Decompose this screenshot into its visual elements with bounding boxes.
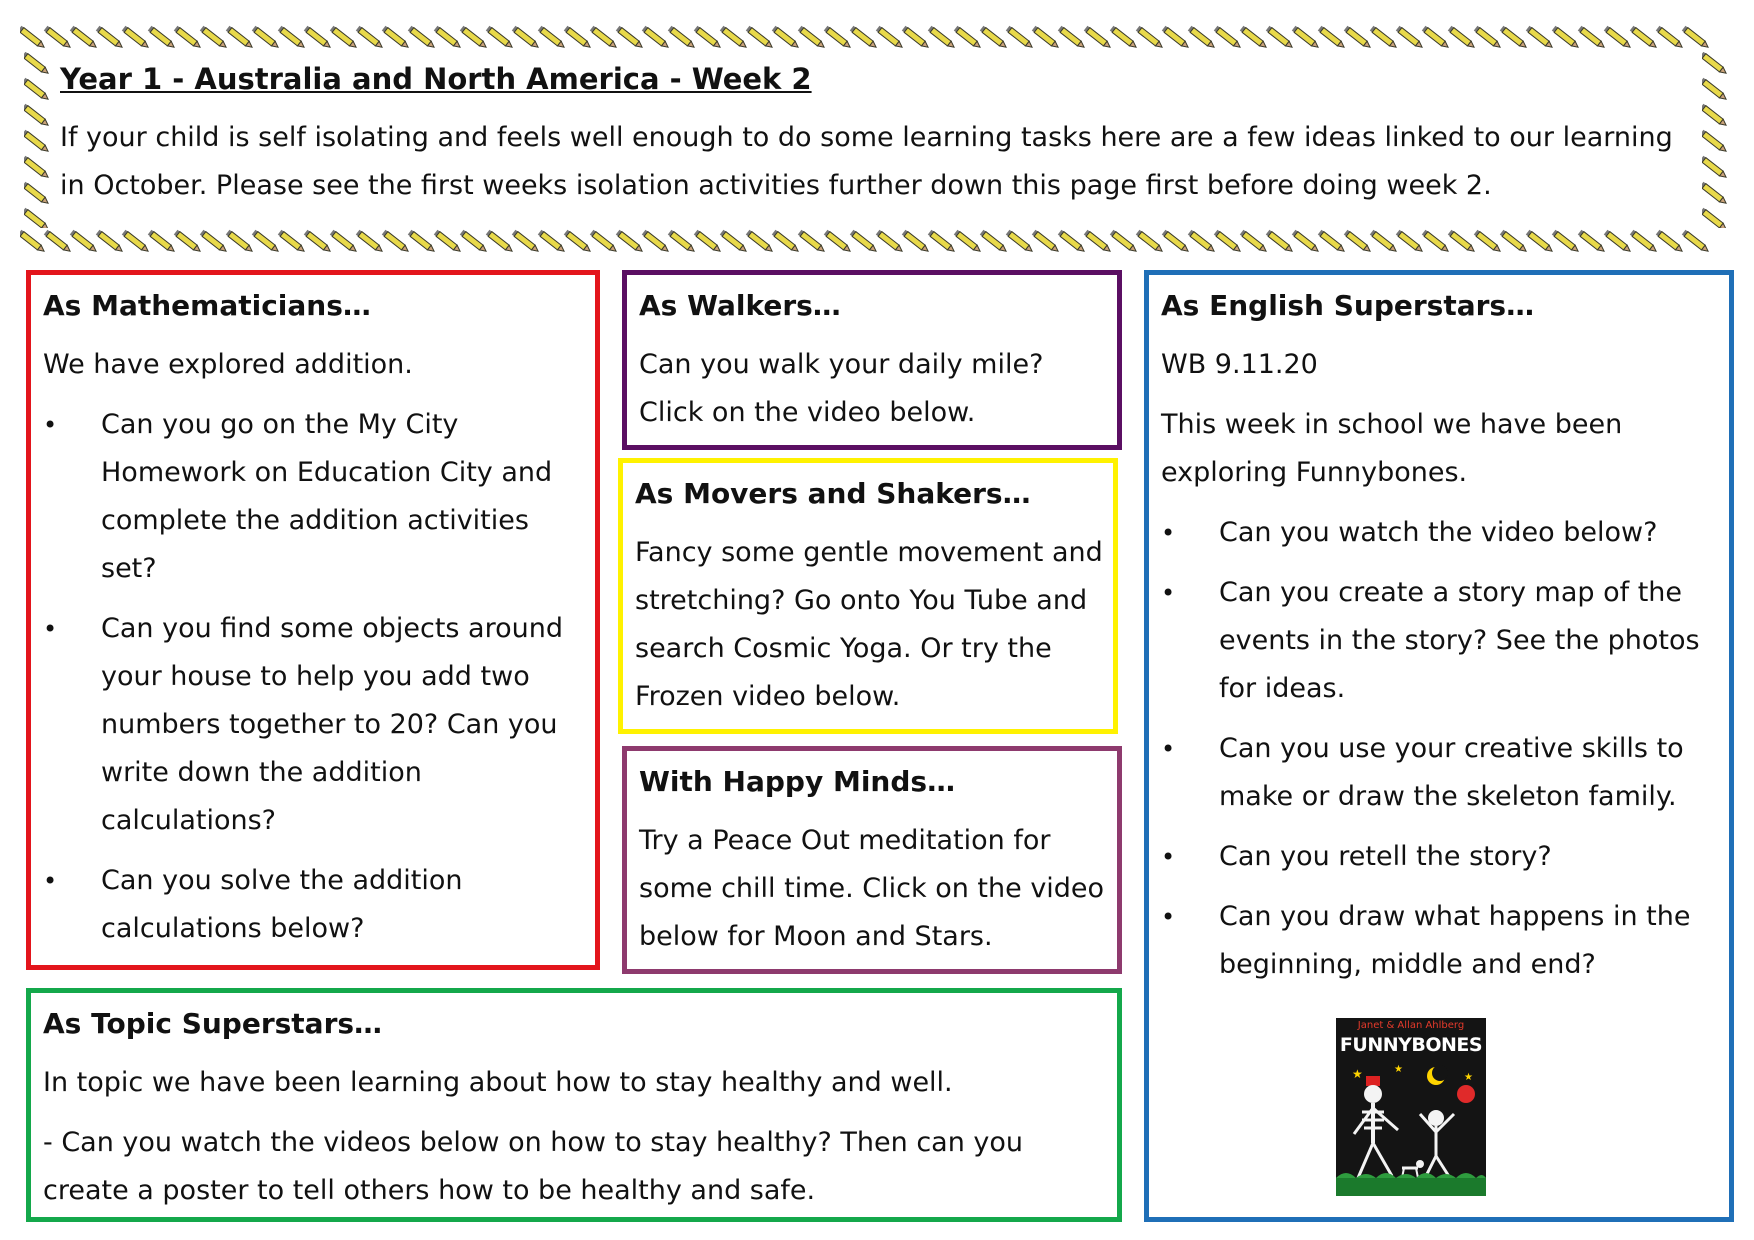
- pencil-icon: [1702, 156, 1728, 180]
- pencil-icon: [1318, 230, 1346, 254]
- pencil-icon: [1526, 230, 1554, 254]
- book-authors: Janet & Allan Ahlberg: [1357, 1020, 1465, 1031]
- pencil-icon: [1084, 26, 1112, 50]
- pencil-icon: [1318, 26, 1346, 50]
- pencil-icon: [642, 26, 670, 50]
- pencil-icon: [1396, 230, 1424, 254]
- pencil-icon: [1266, 230, 1294, 254]
- pencil-icon: [512, 26, 540, 50]
- pencil-icon: [1656, 230, 1684, 254]
- pencil-icon: [122, 230, 150, 254]
- pencil-icon: [24, 208, 50, 228]
- walkers-box: [622, 270, 1122, 450]
- pencil-icon: [1702, 130, 1728, 154]
- pencil-icon: [356, 230, 384, 254]
- pencil-icon: [174, 26, 202, 50]
- pencil-icon: [1682, 230, 1710, 254]
- pencil-icon: [304, 230, 332, 254]
- pencil-icon: [24, 130, 50, 154]
- pencil-icon: [1604, 26, 1632, 50]
- pencil-icon: [1162, 230, 1190, 254]
- pencil-icon: [954, 26, 982, 50]
- pencil-icon: [24, 104, 50, 128]
- minds-text: Try a Peace Out meditation for some chill time. Click on the video below for Moon and Stars.: [639, 825, 1105, 952]
- book-title: FUNNYBONES: [1339, 1034, 1483, 1056]
- pencil-icon: [20, 230, 46, 254]
- pencil-icon: [616, 26, 644, 50]
- pencil-icon: [1058, 230, 1086, 254]
- pencil-icon: [1448, 230, 1476, 254]
- pencil-icon: [24, 182, 50, 206]
- pencil-icon: [200, 26, 228, 50]
- skeleton-illustration: [1336, 1018, 1486, 1196]
- pencil-icon: [1136, 26, 1164, 50]
- svg-text:★: ★: [1352, 1067, 1363, 1081]
- pencil-icon: [694, 230, 722, 254]
- list-item: • Can you create a story map of the events in the story? See the photos for ideas.: [1161, 569, 1719, 713]
- pencil-icon: [1240, 230, 1268, 254]
- pencil-icon: [928, 26, 956, 50]
- pencil-icon: [1578, 26, 1606, 50]
- pencil-icon: [616, 230, 644, 254]
- pencil-icon: [1214, 26, 1242, 50]
- pencil-icon: [1552, 26, 1580, 50]
- pencil-icon: [1214, 230, 1242, 254]
- pencil-icon: [408, 26, 436, 50]
- intro-text: If your child is self isolating and feels well enough to do some learning tasks here are a few ideas linked to our learning in October. Please see the first weeks isolation activities further down this page first before doing week 2.: [60, 122, 1673, 201]
- pencil-icon: [876, 230, 904, 254]
- pencil-icon: [460, 230, 488, 254]
- pencil-icon: [24, 52, 50, 76]
- pencil-icon: [564, 230, 592, 254]
- pencil-icon: [1266, 26, 1294, 50]
- pencil-icon: [590, 230, 618, 254]
- pencil-icon: [1474, 26, 1502, 50]
- pencil-icon: [1292, 230, 1320, 254]
- pencil-icon: [668, 26, 696, 50]
- pencil-icon: [1344, 26, 1372, 50]
- pencil-icon: [1006, 26, 1034, 50]
- pencil-icon: [356, 26, 384, 50]
- pencil-icon: [226, 230, 254, 254]
- pencil-icon: [278, 230, 306, 254]
- pencil-icon: [174, 230, 202, 254]
- english-date: WB 9.11.20: [1161, 349, 1318, 380]
- pencil-icon: [1422, 230, 1450, 254]
- pencil-icon: [382, 26, 410, 50]
- pencil-icon: [1396, 26, 1424, 50]
- list-item: • Can you draw what happens in the beginning, middle and end?: [1161, 893, 1719, 989]
- pencil-icon: [226, 26, 254, 50]
- pencil-icon: [1006, 230, 1034, 254]
- pencil-icon: [330, 26, 358, 50]
- english-intro: This week in school we have been exploring Funnybones.: [1161, 409, 1623, 488]
- pencil-icon: [772, 26, 800, 50]
- pencil-icon: [1630, 26, 1658, 50]
- pencil-icon: [798, 26, 826, 50]
- pencil-icon: [538, 230, 566, 254]
- pencil-icon: [1578, 230, 1606, 254]
- pencil-icon: [902, 230, 930, 254]
- pencil-icon: [902, 26, 930, 50]
- pencil-icon: [486, 26, 514, 50]
- pencil-icon: [1032, 26, 1060, 50]
- topic-intro: In topic we have been learning about how to stay healthy and well.: [43, 1067, 953, 1098]
- pencil-icon: [694, 26, 722, 50]
- movers-text: Fancy some gentle movement and stretching? Go onto You Tube and search Cosmic Yoga. Or try the Frozen video below.: [635, 537, 1103, 712]
- pencil-icon: [1526, 26, 1554, 50]
- page-title: Year 1 - Australia and North America - Week 2: [60, 62, 812, 96]
- maths-heading: As Mathematicians…: [43, 289, 371, 322]
- maths-box: [26, 270, 600, 970]
- pencil-icon: [564, 26, 592, 50]
- pencil-icon: [20, 26, 46, 50]
- walkers-heading: As Walkers…: [639, 289, 841, 322]
- pencil-icon: [1240, 26, 1268, 50]
- svg-text:★: ★: [1394, 1064, 1403, 1075]
- pencil-icon: [876, 26, 904, 50]
- walkers-line: Can you walk your daily mile?: [639, 349, 1044, 380]
- pencil-icon: [1474, 230, 1502, 254]
- topic-box: [26, 988, 1122, 1222]
- pencil-icon: [1188, 230, 1216, 254]
- pencil-icon: [434, 26, 462, 50]
- pencil-icon: [720, 26, 748, 50]
- maths-intro: We have explored addition.: [43, 349, 413, 380]
- minds-box: [622, 746, 1122, 974]
- pencil-icon: [1110, 26, 1138, 50]
- pencil-icon: [460, 26, 488, 50]
- pencil-icon: [330, 230, 358, 254]
- pencil-icon: [44, 230, 72, 254]
- pencil-icon: [1702, 208, 1728, 228]
- pencil-icon: [720, 230, 748, 254]
- movers-box: [618, 458, 1118, 734]
- pencil-icon: [642, 230, 670, 254]
- pencil-icon: [96, 26, 124, 50]
- pencil-icon: [1136, 230, 1164, 254]
- pencil-icon: [1702, 182, 1728, 206]
- pencil-icon: [1702, 78, 1728, 102]
- pencil-icon: [1630, 230, 1658, 254]
- pencil-icon: [1552, 230, 1580, 254]
- pencil-icon: [538, 26, 566, 50]
- pencil-icon: [1188, 26, 1216, 50]
- pencil-icon: [382, 230, 410, 254]
- list-item: • Can you go on the My City Homework on Education City and complete the addition activities set?: [43, 401, 585, 593]
- pencil-icon: [928, 230, 956, 254]
- pencil-icon: [772, 230, 800, 254]
- pencil-icon: [148, 230, 176, 254]
- pencil-border-right: [1702, 52, 1730, 228]
- pencil-border-top: [20, 24, 1734, 52]
- pencil-icon: [850, 26, 878, 50]
- walkers-line: Click on the video below.: [639, 397, 976, 428]
- pencil-icon: [200, 230, 228, 254]
- pencil-icon: [1344, 230, 1372, 254]
- pencil-icon: [1292, 26, 1320, 50]
- pencil-icon: [304, 26, 332, 50]
- pencil-icon: [1370, 230, 1398, 254]
- pencil-icon: [148, 26, 176, 50]
- pencil-icon: [122, 26, 150, 50]
- pencil-icon: [1500, 230, 1528, 254]
- list-item: • Can you watch the video below?: [1161, 509, 1719, 557]
- pencil-icon: [850, 230, 878, 254]
- topic-text: - Can you watch the videos below on how to stay healthy? Then can you create a poster to tell others how to be healthy and safe.: [43, 1127, 1024, 1206]
- pencil-icon: [1702, 52, 1728, 76]
- english-list: [1161, 509, 1719, 989]
- pencil-icon: [24, 156, 50, 180]
- list-item: • Can you use your creative skills to make or draw the skeleton family.: [1161, 725, 1719, 821]
- pencil-icon: [1422, 26, 1450, 50]
- pencil-icon: [408, 230, 436, 254]
- header-banner: [60, 62, 1690, 210]
- pencil-icon: [980, 26, 1008, 50]
- english-heading: As English Superstars…: [1161, 289, 1535, 322]
- list-item: • Can you find some objects around your house to help you add two numbers together to 20? Can you write down the addition calculations?: [43, 605, 585, 845]
- pencil-icon: [1084, 230, 1112, 254]
- list-item: • Can you retell the story?: [1161, 833, 1719, 881]
- pencil-icon: [1448, 26, 1476, 50]
- pencil-icon: [1702, 104, 1728, 128]
- pencil-icon: [70, 26, 98, 50]
- pencil-icon: [1370, 26, 1398, 50]
- pencil-icon: [278, 26, 306, 50]
- pencil-icon: [96, 230, 124, 254]
- list-item: • Can you solve the addition calculations below?: [43, 857, 585, 953]
- pencil-icon: [746, 230, 774, 254]
- pencil-icon: [746, 26, 774, 50]
- pencil-icon: [824, 230, 852, 254]
- minds-heading: With Happy Minds…: [639, 765, 956, 798]
- pencil-border-left: [24, 52, 52, 228]
- pencil-icon: [1500, 26, 1528, 50]
- maths-list: [43, 401, 585, 953]
- pencil-icon: [434, 230, 462, 254]
- pencil-border-bottom: [20, 228, 1734, 256]
- pencil-icon: [1058, 26, 1086, 50]
- pencil-icon: [486, 230, 514, 254]
- pencil-icon: [1682, 26, 1710, 50]
- pencil-icon: [798, 230, 826, 254]
- pencil-icon: [954, 230, 982, 254]
- pencil-icon: [512, 230, 540, 254]
- pencil-icon: [980, 230, 1008, 254]
- pencil-icon: [1604, 230, 1632, 254]
- pencil-icon: [1162, 26, 1190, 50]
- funnybones-book-cover: [1336, 1018, 1486, 1196]
- pencil-icon: [824, 26, 852, 50]
- svg-text:★: ★: [1464, 1072, 1473, 1083]
- topic-heading: As Topic Superstars…: [43, 1007, 383, 1040]
- pencil-icon: [668, 230, 696, 254]
- movers-heading: As Movers and Shakers…: [635, 477, 1031, 510]
- pencil-icon: [1110, 230, 1138, 254]
- pencil-icon: [44, 26, 72, 50]
- pencil-icon: [590, 26, 618, 50]
- pencil-icon: [24, 78, 50, 102]
- pencil-icon: [70, 230, 98, 254]
- pencil-icon: [1032, 230, 1060, 254]
- pencil-icon: [1656, 26, 1684, 50]
- pencil-icon: [252, 230, 280, 254]
- pencil-icon: [252, 26, 280, 50]
